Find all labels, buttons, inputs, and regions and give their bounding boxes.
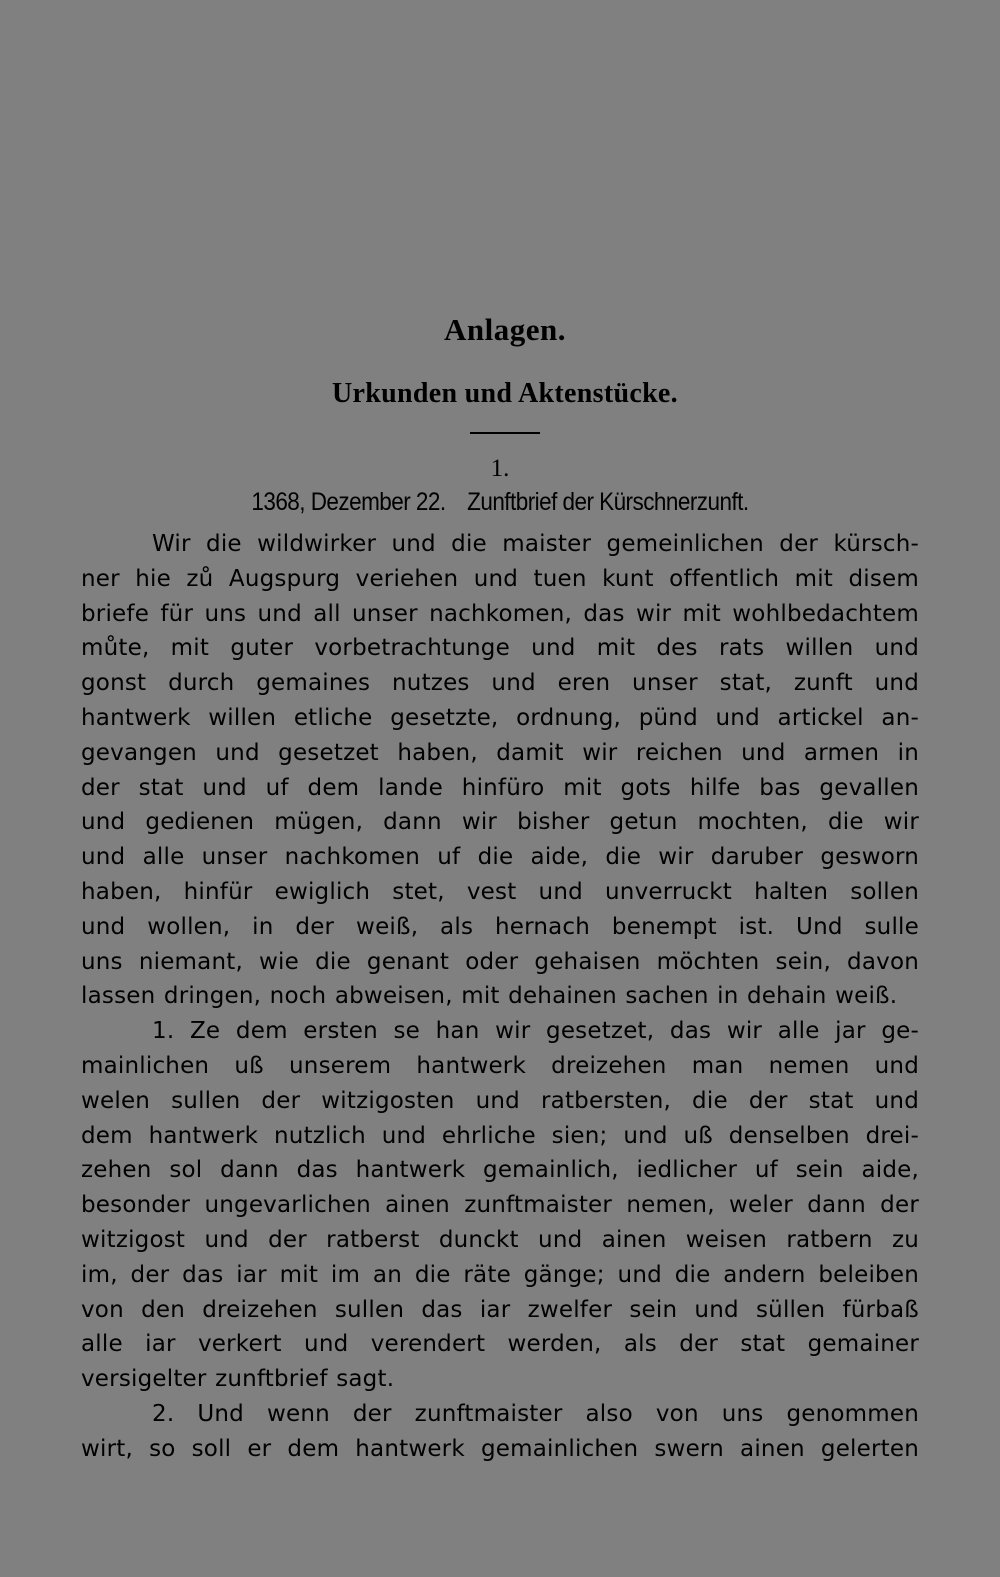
text-line: zehen sol dann das hantwerk gemainlich, iedlicher uf sein aide, (81, 1157, 919, 1184)
text-line: můte, mit guter vorbetrachtunge und mit des rats willen und (81, 635, 919, 662)
text-line: welen sullen der witzigosten und ratbersten, die der stat und (81, 1087, 919, 1114)
document-number: 1. (490, 455, 510, 482)
text-line: und wollen, in der weiß, als hernach benempt ist. Und sulle (81, 913, 919, 940)
body-text (81, 527, 919, 1467)
text-line: und gedienen mügen, dann wir bisher getun mochten, die wir (81, 809, 919, 836)
text-line: uns niemant, wie die genant oder gehaisen möchten sein, davon (81, 948, 919, 975)
text-line: wirt, so soll er dem hantwerk gemainlichen swern ainen gelerten (81, 1435, 919, 1462)
document-title: Zunftbrief der Kürschnerzunft. (467, 488, 749, 516)
divider (470, 432, 540, 434)
text-line: mainlichen uß unserem hantwerk dreizehen man nemen und (81, 1052, 919, 1079)
text-line: alle iar verkert und verendert werden, als der stat gemainer (81, 1331, 919, 1358)
text-line: von den dreizehen sullen das iar zwelfer sein und süllen fürbaß (81, 1296, 919, 1323)
text-line: und alle unser nachkomen uf die aide, die wir daruber gesworn (81, 844, 919, 871)
text-line: im, der das iar mit im an die räte gänge; und die andern beleiben (81, 1261, 919, 1288)
text-line: hantwerk willen etliche gesetzte, ordnung, pünd und artickel an- (81, 704, 919, 731)
text-line: der stat und uf dem lande hinfüro mit gots hilfe bas gevallen (81, 774, 919, 801)
text-line: briefe für uns und all unser nachkomen, das wir mit wohlbedachtem (81, 600, 919, 627)
text-line: gonst durch gemaines nutzes und eren unser stat, zunft und (81, 670, 919, 697)
text-line: lassen dringen, noch abweisen, mit dehainen sachen in dehain weiß. (81, 983, 898, 1010)
text-line: Wir die wildwirker und die maister gemeinlichen der kürsch- (152, 531, 919, 557)
document-heading (50, 488, 950, 517)
text-line: gevangen und gesetzet haben, damit wir reichen und armen in (81, 739, 919, 766)
page-subtitle: Urkunden und Aktenstücke. (332, 378, 678, 409)
text-line: witzigost und der ratberst dunckt und ainen weisen ratbern zu (81, 1226, 919, 1253)
document-date: 1368, Dezember 22. (251, 488, 446, 516)
text-line: ner hie zů Augspurg veriehen und tuen kunt offentlich mit disem (81, 565, 919, 592)
page-title: Anlagen. (444, 312, 566, 347)
text-line: versigelter zunftbrief sagt. (81, 1366, 395, 1393)
text-line: dem hantwerk nutzlich und ehrliche sien; und uß denselben drei- (81, 1122, 919, 1149)
text-line: 1. Ze dem ersten se han wir gesetzet, das wir alle jar ge- (152, 1018, 919, 1045)
text-line: haben, hinfür ewiglich stet, vest und unverruckt halten sollen (81, 878, 919, 905)
text-line: 2. Und wenn der zunftmaister also von uns genommen (152, 1400, 919, 1427)
text-line: besonder ungevarlichen ainen zunftmaister nemen, weler dann der (81, 1192, 919, 1219)
